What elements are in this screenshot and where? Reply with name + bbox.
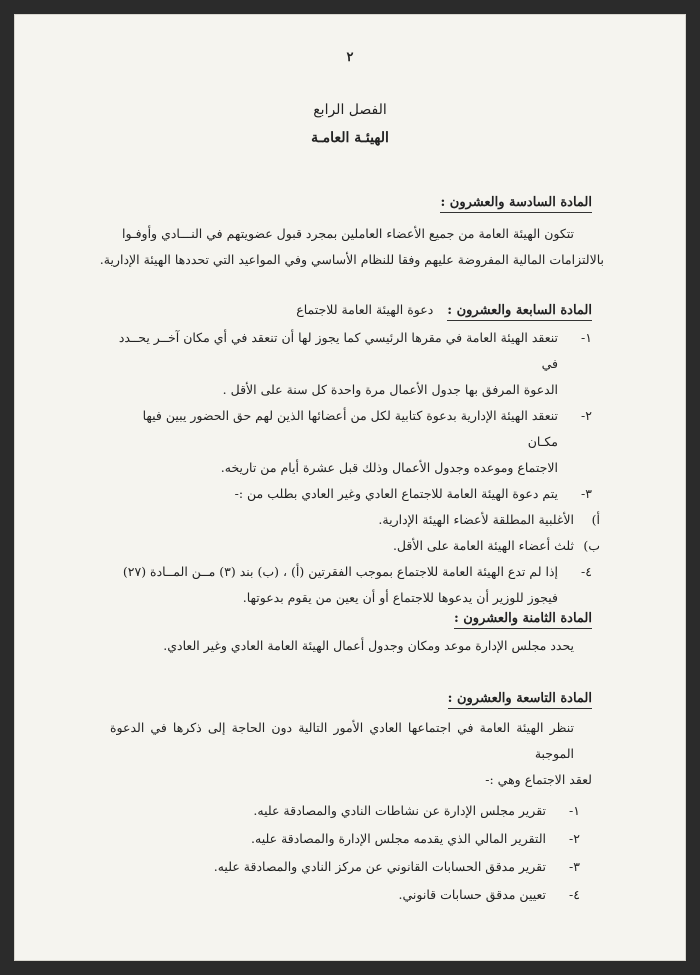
- letter-item: [110, 507, 600, 533]
- item-letter: ب): [583, 538, 600, 553]
- list-item: [110, 403, 592, 481]
- item-number: ٣-: [569, 859, 580, 874]
- item-line: الأغلبية المطلقة لأعضاء الهيئة الإدارية.: [378, 512, 574, 527]
- article-heading: المادة الثامنة والعشرون :: [454, 611, 592, 629]
- article-26: [99, 194, 604, 273]
- item-line: الاجتماع وموعده وجدول الأعمال وذلك قبل عشرة أيام من تاريخه.: [220, 460, 558, 475]
- item-line: يتم دعوة الهيئة العامة للاجتماع العادي وغير العادي بطلب من :-: [234, 486, 558, 501]
- item-number: ١-: [569, 803, 580, 818]
- list-item: [110, 825, 580, 853]
- paper-sheet: [14, 14, 686, 961]
- list-item: [110, 481, 592, 507]
- article-29: [110, 690, 592, 909]
- list-item: [110, 881, 580, 909]
- list-item: [110, 325, 592, 403]
- list-item: [110, 797, 580, 825]
- article-line: بالالتزامات المالية المفروضة عليهم وفقا للنظام الأساسي وفي المواعيد التي تحددها الهيئة الإدارية.: [99, 252, 604, 267]
- item-line: تقرير مدقق الحسابات القانوني عن مركز النادي والمصادقة عليه.: [213, 859, 546, 874]
- item-number: ٢-: [569, 831, 580, 846]
- item-number: ١-: [581, 330, 592, 345]
- item-line: الدعوة المرفق بها جدول الأعمال مرة واحدة كل سنة على الأقل .: [222, 382, 558, 397]
- item-letter: أ): [591, 512, 600, 527]
- chapter-subtitle: الهيئـة العامـة: [311, 130, 389, 146]
- letter-item: [110, 533, 600, 559]
- list-item: [110, 853, 580, 881]
- item-number: ٤-: [569, 887, 580, 902]
- article-subtitle: دعوة الهيئة العامة للاجتماع: [296, 302, 434, 317]
- item-line: إذا لم تدع الهيئة العامة للاجتماع بموجب الفقرتين (أ) ، (ب) بند (٣) مــن المــادة (٢٧): [122, 564, 558, 579]
- document: [14, 14, 686, 961]
- article-28: [110, 610, 592, 659]
- item-line: فيجوز للوزير أن يدعوها للاجتماع أو أن يعين من يقوم بدعوتها.: [242, 590, 558, 605]
- article-line: تتكون الهيئة العامة من جميع الأعضاء العاملين بمجرد قبول عضويتهم في النـــادي وأوفـوا: [121, 226, 574, 241]
- item-line: تنعقد الهيئة الإدارية بدعوة كتابية لكل من أعضائها الذين لهم حق الحضور يبين فيها مكـان: [142, 408, 558, 449]
- item-number: ٤-: [581, 564, 592, 579]
- article-line: تنظر الهيئة العامة في اجتماعها العادي الأمور التالية دون الحاجة إلى ذكرها في الدعوة الموجبة: [110, 720, 574, 761]
- page-number: ٢: [346, 50, 354, 65]
- article-27: [110, 302, 600, 611]
- item-number: ٢-: [581, 408, 592, 423]
- list-item: [110, 559, 592, 611]
- article-heading: المادة السادسة والعشرون :: [440, 195, 592, 213]
- item-line: التقرير المالي الذي يقدمه مجلس الإدارة والمصادقة عليه.: [251, 831, 546, 846]
- item-line: تعيين مدقق حسابات قانوني.: [398, 887, 546, 902]
- item-line: تنعقد الهيئة العامة في مقرها الرئيسي كما يجوز لها أن تنعقد في أي مكان آخــر يحــدد في: [118, 330, 558, 371]
- item-line: ثلث أعضاء الهيئة العامة على الأقل.: [392, 538, 574, 553]
- article-line: يحدد مجلس الإدارة موعد ومكان وجدول أعمال الهيئة العامة العادي وغير العادي.: [163, 638, 574, 653]
- item-number: ٣-: [581, 486, 592, 501]
- article-line: لعقد الاجتماع وهي :-: [485, 772, 592, 787]
- item-line: تقرير مجلس الإدارة عن نشاطات النادي والمصادقة عليه.: [253, 803, 546, 818]
- article-heading: المادة السابعة والعشرون :: [447, 303, 592, 321]
- chapter-title: الفصل الرابع: [313, 102, 387, 118]
- article-heading: المادة التاسعة والعشرون :: [448, 691, 592, 709]
